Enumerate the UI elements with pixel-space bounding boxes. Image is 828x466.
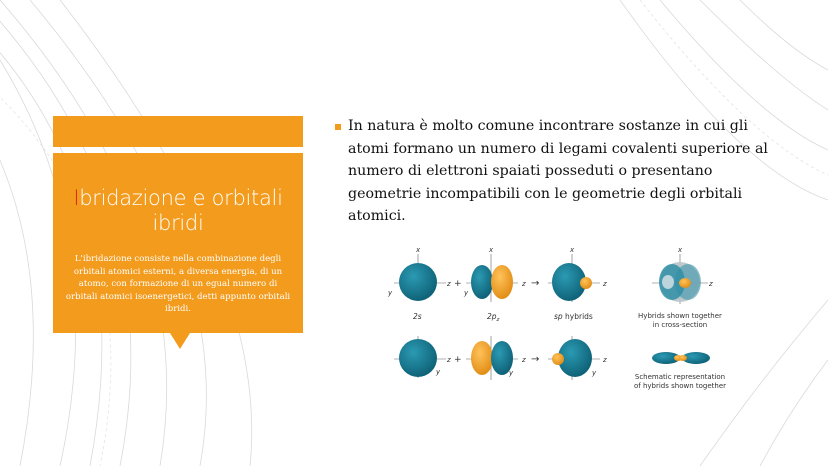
svg-text:z: z bbox=[522, 356, 526, 364]
title-first-letter: I bbox=[73, 186, 80, 210]
hybrids-cross-section bbox=[638, 246, 722, 329]
orbital-2pz-top bbox=[463, 246, 526, 323]
svg-text:sp hybrids: sp hybrids bbox=[554, 312, 593, 321]
svg-text:x: x bbox=[489, 246, 494, 254]
svg-text:z: z bbox=[603, 356, 607, 364]
svg-text:y: y bbox=[592, 369, 597, 377]
slide-description: L'ibridazione consiste nella combinazione degli orbitali atomici esterni, a diversa energia, di un atomo, con formazione di un egual numero di orbitali atomici isoenergetici, detti appunto orbitali ibridi. bbox=[65, 254, 291, 314]
bullet-text: In natura è molto comune incontrare sostanze in cui gli atomi formano un numero di legami covalenti superiore al numero di elettroni spaiati posseduti o presentano geometrie incompatibili con le geometrie degli orbitali atomici. bbox=[348, 118, 768, 224]
svg-text:→: → bbox=[531, 354, 540, 365]
svg-text:z: z bbox=[447, 356, 451, 364]
svg-text:z: z bbox=[603, 280, 607, 288]
svg-text:y: y bbox=[388, 289, 393, 297]
orbital-2pz-bottom bbox=[466, 336, 526, 380]
title-accent-bar bbox=[53, 116, 303, 147]
svg-text:Schematic representation: Schematic representation bbox=[634, 373, 726, 381]
bullet-marker bbox=[335, 124, 341, 130]
orbital-sp-hybrids-top bbox=[548, 246, 607, 321]
title-panel bbox=[53, 153, 303, 333]
svg-text:y: y bbox=[509, 369, 514, 377]
orbital-2s-top bbox=[387, 246, 451, 321]
title-rest: bridazione e orbitali ibridi bbox=[79, 186, 283, 235]
svg-text:x: x bbox=[416, 246, 421, 254]
svg-text:in cross-section: in cross-section bbox=[652, 321, 708, 329]
hybrids-schematic bbox=[634, 352, 726, 390]
panel-pointer bbox=[170, 333, 190, 349]
svg-text:y: y bbox=[436, 368, 441, 376]
orbital-2s-bottom bbox=[394, 336, 451, 378]
svg-text:y: y bbox=[464, 289, 469, 297]
slide-title bbox=[53, 186, 303, 236]
svg-text:z: z bbox=[709, 280, 713, 288]
svg-text:z: z bbox=[522, 280, 526, 288]
svg-text:→: → bbox=[531, 278, 540, 289]
svg-text:of hybrids shown together: of hybrids shown together bbox=[633, 382, 727, 390]
svg-text:Hybrids shown together: Hybrids shown together bbox=[638, 312, 722, 320]
svg-text:+: + bbox=[454, 355, 462, 365]
svg-text:x: x bbox=[570, 246, 575, 254]
svg-text:2pz: $2p_z$ bbox=[487, 312, 500, 323]
svg-text:z: z bbox=[447, 280, 451, 288]
orbital-sp-hybrids-bottom bbox=[548, 336, 607, 380]
svg-text:2s: 2s bbox=[413, 312, 422, 321]
hybridization-figure bbox=[380, 240, 730, 400]
svg-text:x: x bbox=[678, 246, 683, 254]
svg-text:+: + bbox=[454, 279, 462, 289]
